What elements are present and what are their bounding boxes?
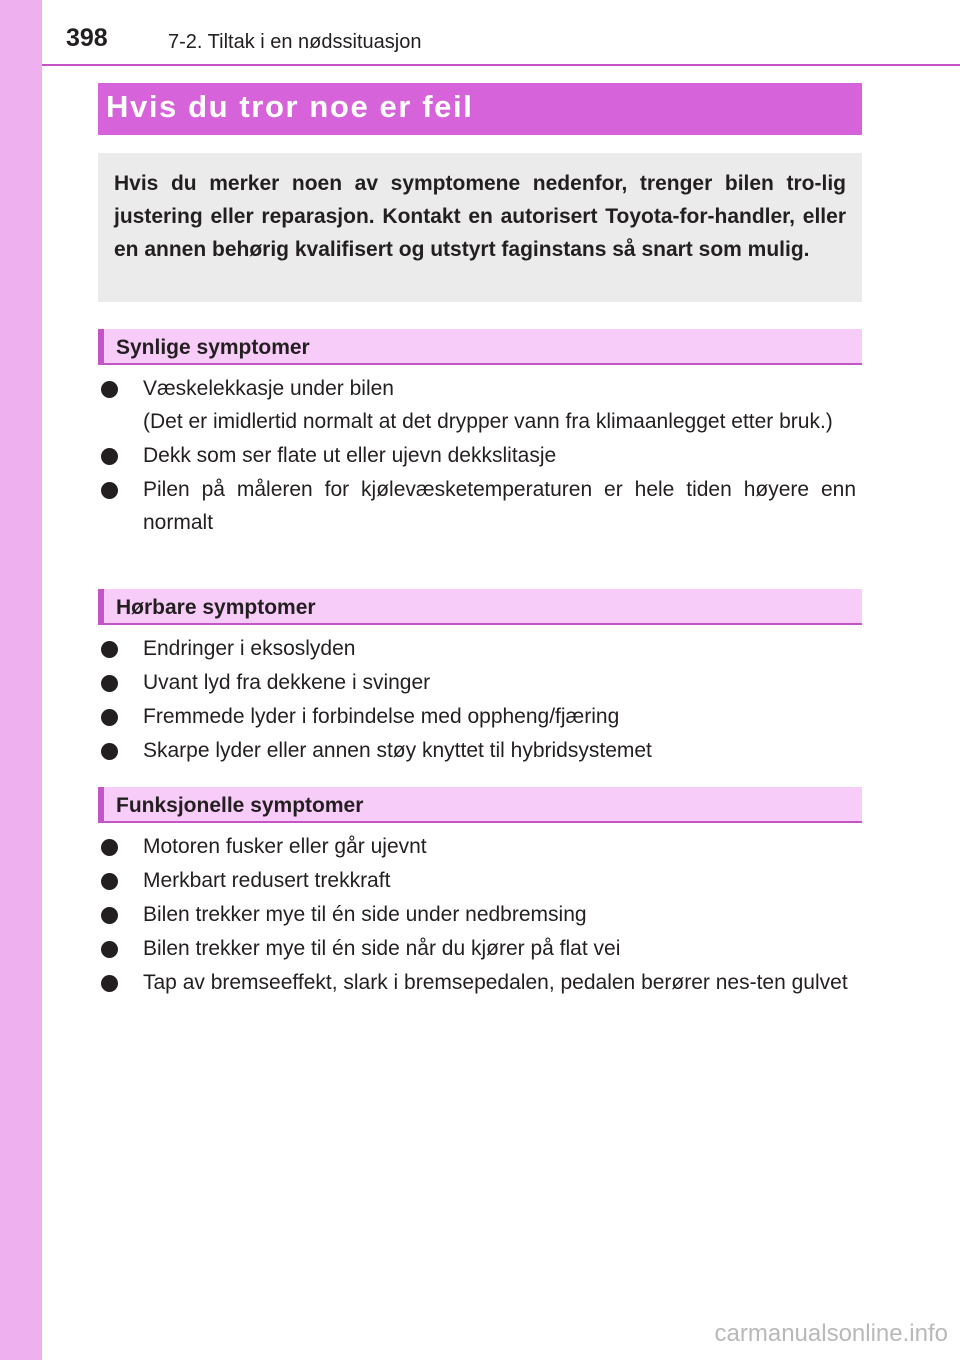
side-tab-strip [0,0,42,1360]
intro-text: Hvis du merker noen av symptomene nedenfor, trenger bilen tro-lig justering eller reparasjon. Kontakt en autorisert Toyota-for-handler, eller en annen behørig kvalifisert og utstyrt faginstans så snart som mulig. [114,172,846,261]
list-item-text: Tap av bremseeffekt, slark i bremsepedalen, pedalen berører nes-ten gulvet [143,971,848,994]
page-number: 398 [66,24,108,52]
list-item [98,632,862,665]
section-heading-label: Funksjonelle symptomer [116,794,364,817]
bullet-icon [101,907,118,924]
section-heading-visible [98,329,862,365]
list-item-text: Motoren fusker eller går ujevnt [143,835,427,858]
list-item-text: Dekk som ser flate ut eller ujevn dekkslitasje [143,444,557,467]
list-item [98,666,862,699]
section-heading-audible [98,589,862,625]
bullet-icon [101,975,118,992]
watermark: carmanualsonline.info [714,1320,948,1347]
bullet-list-functional [98,830,862,1000]
bullet-icon [101,641,118,658]
bullet-icon [101,675,118,692]
list-item [98,734,862,767]
bullet-icon [101,743,118,760]
intro-box [98,153,862,302]
bullet-icon [101,381,118,398]
list-item-text: Bilen trekker mye til én side når du kjører på flat vei [143,937,621,960]
bullet-icon [101,941,118,958]
section-heading-label: Synlige symptomer [116,336,310,359]
list-item [98,372,862,438]
header-divider [42,64,960,66]
list-item [98,473,862,539]
bullet-list-audible [98,632,862,768]
page-title-bar [98,83,862,135]
list-item [98,932,862,965]
bullet-icon [101,709,118,726]
list-item-text: Fremmede lyder i forbindelse med oppheng/fjæring [143,705,620,728]
list-item [98,898,862,931]
list-item-text: Bilen trekker mye til én side under nedbremsing [143,903,587,926]
bullet-list-visible [98,372,862,540]
list-item-text: Endringer i eksoslyden [143,637,356,660]
bullet-icon [101,482,118,499]
bullet-icon [101,873,118,890]
list-item-text: Uvant lyd fra dekkene i svinger [143,671,431,694]
bullet-icon [101,448,118,465]
list-item [98,864,862,897]
chapter-title: 7-2. Tiltak i en nødssituasjon [168,31,422,53]
section-heading-functional [98,787,862,823]
page-title: Hvis du tror noe er feil [106,89,474,124]
section-heading-label: Hørbare symptomer [116,596,316,619]
list-item-text: Skarpe lyder eller annen støy knyttet til hybridsystemet [143,739,652,762]
list-item-text: Merkbart redusert trekkraft [143,869,391,892]
list-item [98,830,862,863]
list-item [98,700,862,733]
list-item [98,966,862,999]
list-item-text: Væskelekkasje under bilen [143,377,394,400]
list-item-note: (Det er imidlertid normalt at det drypper vann fra klimaanlegget etter bruk.) [143,410,833,433]
list-item [98,439,862,472]
list-item-text: Pilen på måleren for kjølevæsketemperaturen er hele tiden høyere enn normalt [143,478,856,534]
bullet-icon [101,839,118,856]
